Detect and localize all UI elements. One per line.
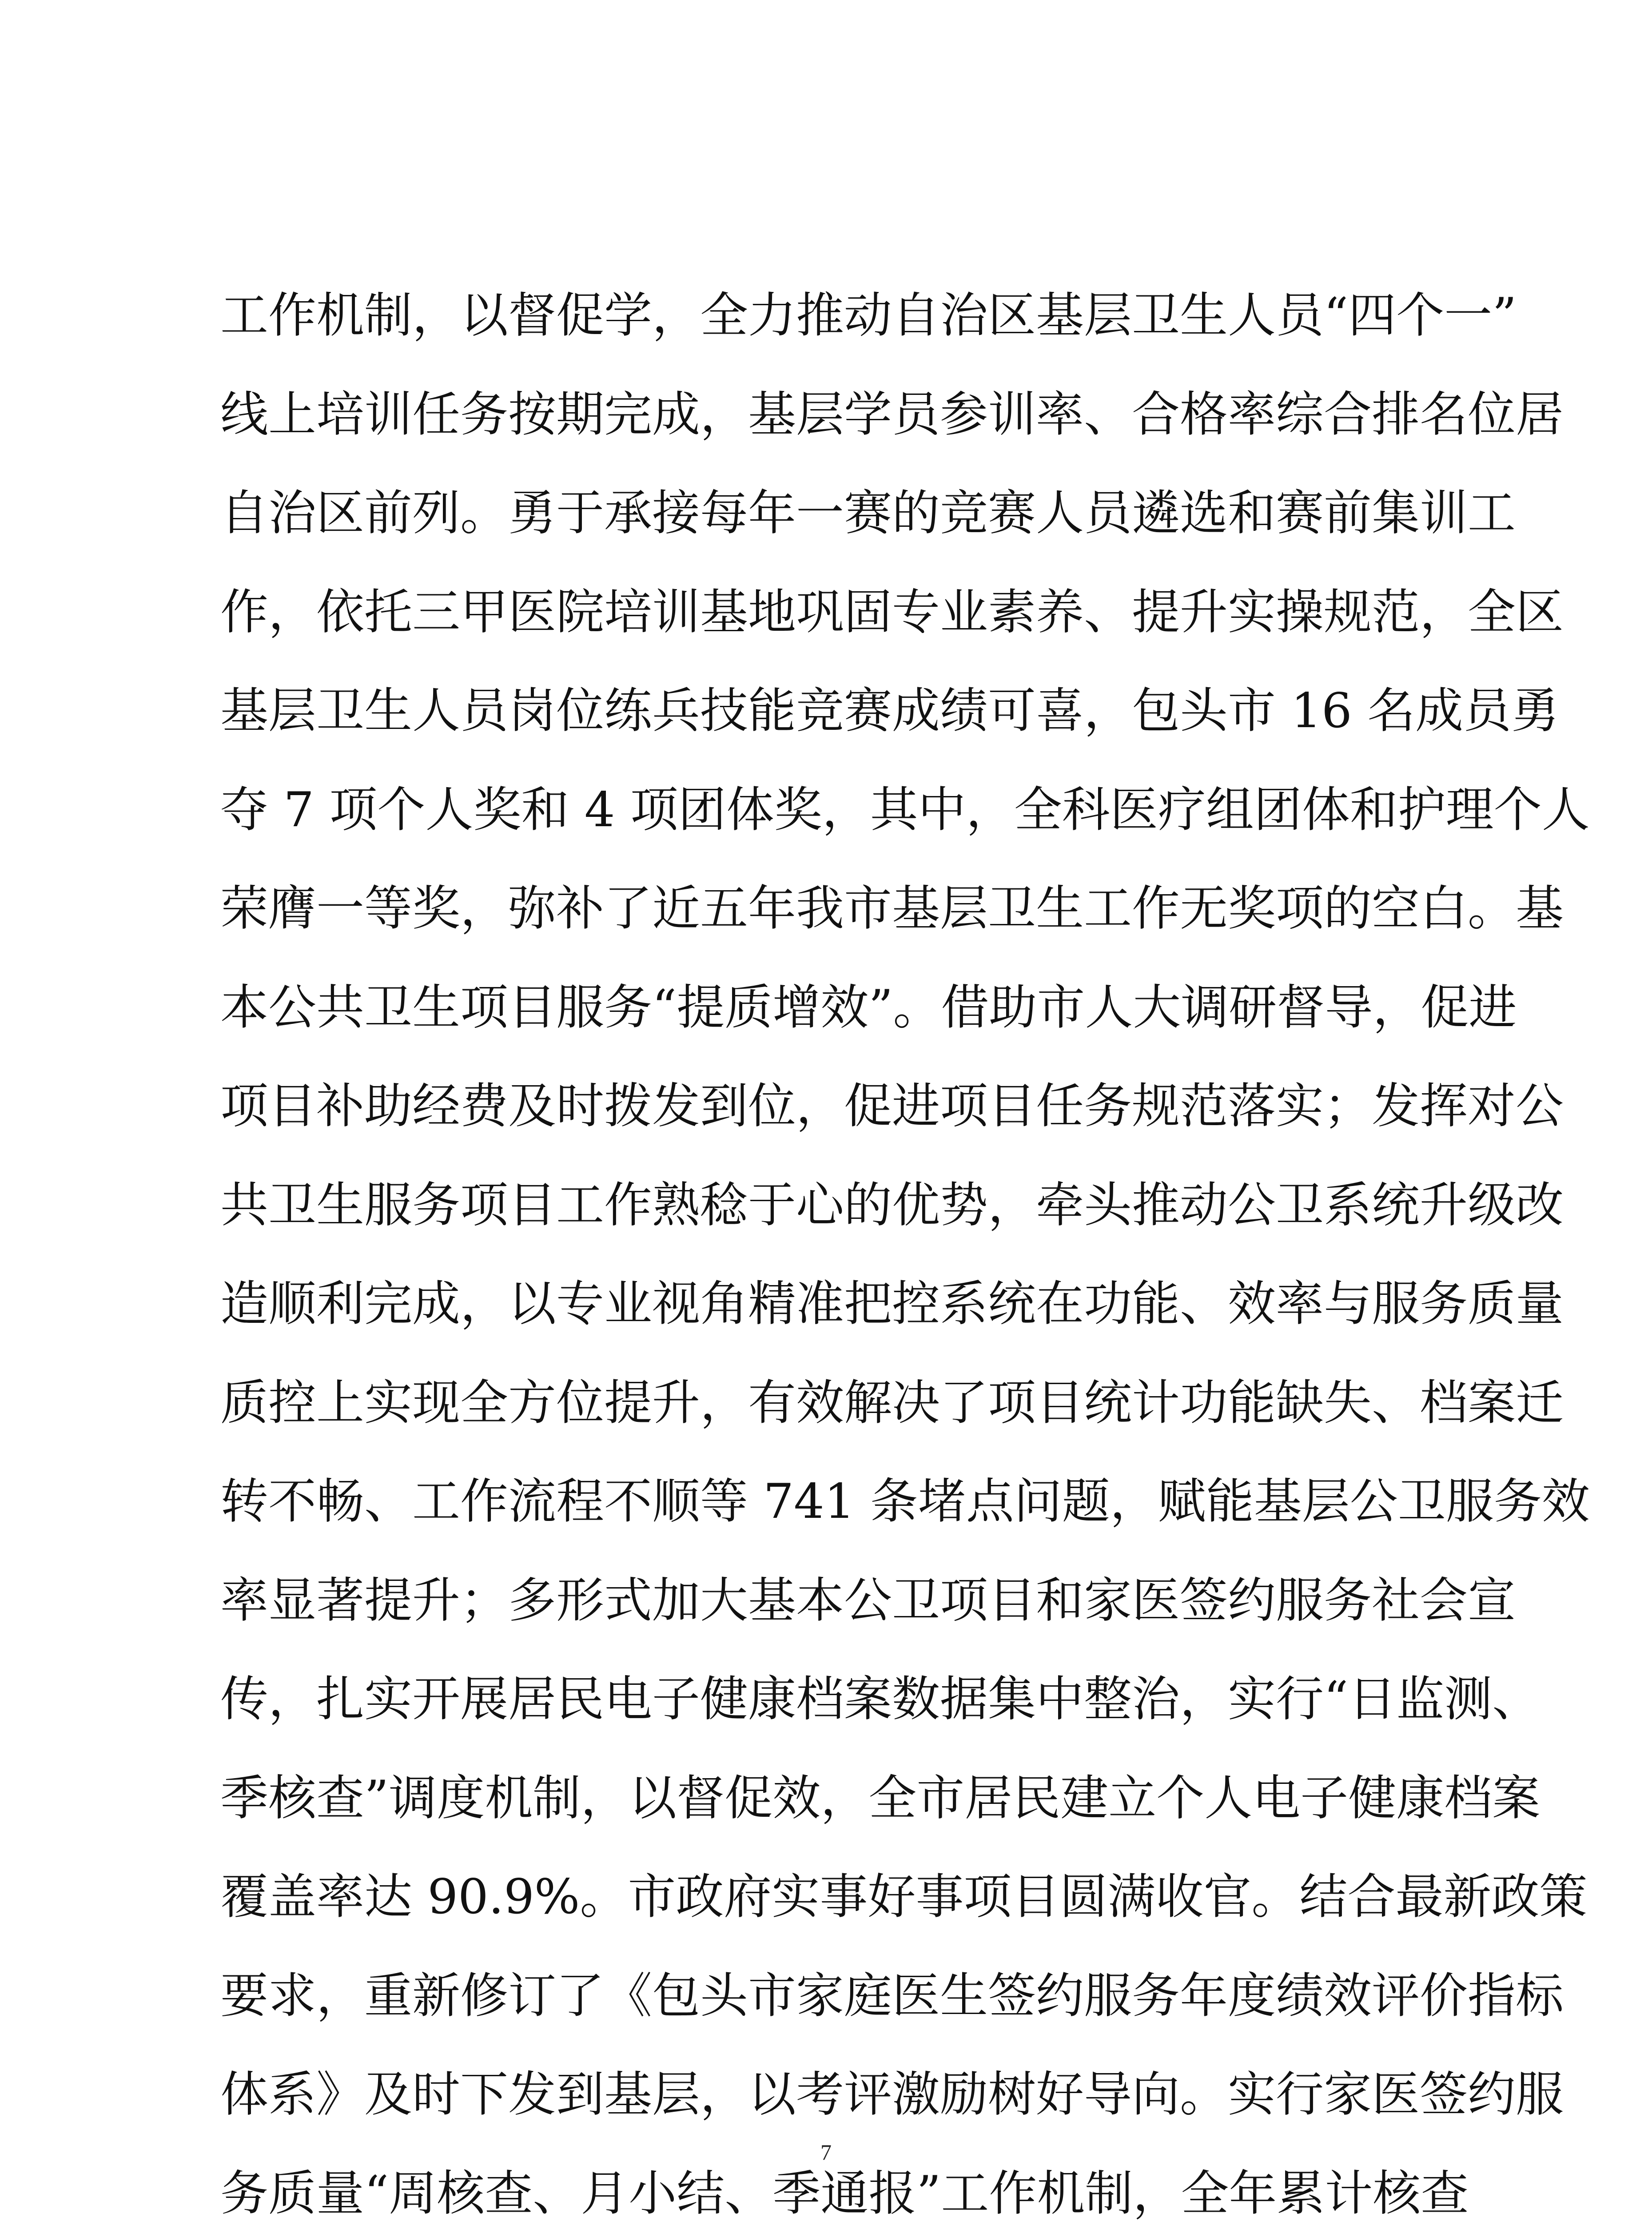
text-line: 传，扎实开展居民电子健康档案数据集中整治，实行“日监测、 — [220, 1672, 1541, 1727]
text-line: 基层卫生人员岗位练兵技能竞赛成绩可喜，包头市 16 名成员勇 — [220, 683, 1560, 739]
text-line: 务质量“周核查、月小结、季通报”工作机制，全年累计核查 — [220, 2165, 1469, 2221]
text-line: 覆盖率达 90.9%。市政府实事好事项目圆满收官。结合最新政策 — [220, 1869, 1588, 1925]
text-line: 线上培训任务按期完成，基层学员参训率、合格率综合排名位居 — [220, 386, 1564, 442]
text-line: 质控上实现全方位提升，有效解决了项目统计功能缺失、档案迁 — [220, 1375, 1564, 1431]
text-line: 造顺利完成，以专业视角精准把控系统在功能、效率与服务质量 — [220, 1276, 1564, 1332]
text-line: 季核查”调度机制，以督促效，全市居民建立个人电子健康档案 — [220, 1770, 1541, 1826]
text-line: 本公共卫生项目服务“提质增效”。借助市人大调研督导，促进 — [220, 979, 1517, 1035]
text-line: 要求，重新修订了《包头市家庭医生签约服务年度绩效评价指标 — [220, 1968, 1564, 2024]
text-line: 率显著提升；多形式加大基本公卫项目和家医签约服务社会宣 — [220, 1572, 1516, 1628]
text-line: 体系》及时下发到基层，以考评激励树好导向。实行家医签约服 — [220, 2067, 1564, 2122]
body-text — [220, 267, 1590, 2221]
text-line: 转不畅、工作流程不顺等 741 条堵点问题，赋能基层公卫服务效 — [220, 1474, 1590, 1529]
text-line: 共卫生服务项目工作熟稔于心的优势，牵头推动公卫系统升级改 — [220, 1177, 1564, 1233]
text-line: 作，依托三甲医院培训基地巩固专业素养、提升实操规范，全区 — [220, 584, 1564, 640]
text-line: 项目补助经费及时拨发到位，促进项目任务规范落实；发挥对公 — [220, 1079, 1564, 1134]
text-line: 荣膺一等奖，弥补了近五年我市基层卫生工作无奖项的空白。基 — [220, 881, 1564, 936]
text-line: 自治区前列。勇于承接每年一赛的竞赛人员遴选和赛前集训工 — [220, 486, 1516, 541]
page-number: 7 — [820, 2140, 832, 2165]
text-line: 夺 7 项个人奖和 4 项团体奖，其中，全科医疗组团体和护理个人 — [220, 782, 1590, 838]
text-line: 工作机制，以督促学，全力推动自治区基层卫生人员“四个一” — [220, 288, 1517, 343]
